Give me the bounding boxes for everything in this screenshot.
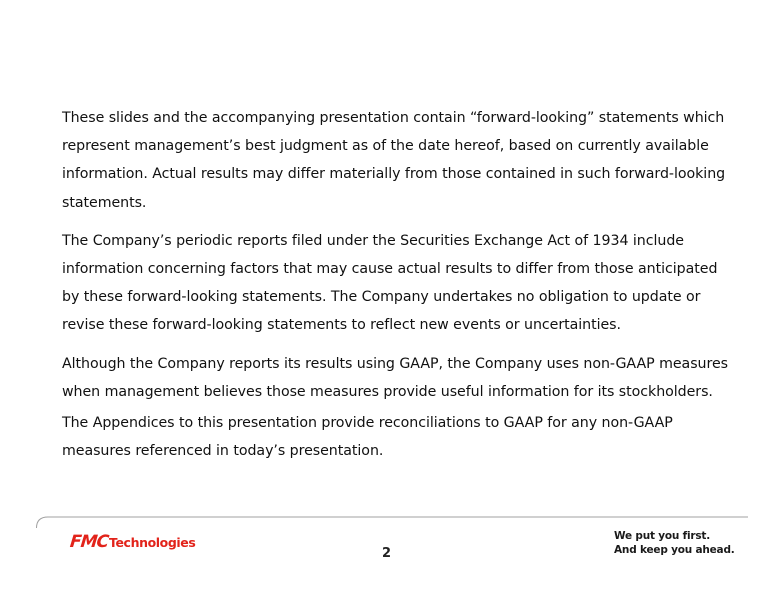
- text-line: The Company’s periodic reports filed under the Securities Exchange Act of 1934 include: [62, 232, 684, 249]
- text-line: These slides and the accompanying presentation contain “forward-looking” statements which: [62, 110, 725, 126]
- paragraph-periodic-reports: [62, 227, 752, 340]
- paragraph-appendices: [62, 409, 752, 465]
- text-line: revise these forward-looking statements to reflect new events or uncertainties.: [62, 317, 621, 334]
- text-line: information. Actual results may differ materially from those contained in such forward-looking: [62, 166, 726, 183]
- text-line: measures referenced in today’s presentation.: [62, 443, 384, 460]
- tagline: [614, 529, 735, 557]
- tagline-line: We put you first.: [614, 530, 711, 542]
- text-line: by these forward-looking statements. The Company undertakes no obligation to update or: [62, 289, 701, 306]
- tagline-line: And keep you ahead.: [614, 544, 735, 556]
- paragraph-non-gaap: [62, 350, 752, 406]
- paragraph-spacer: [62, 340, 752, 350]
- text-line: information concerning factors that may cause actual results to differ from those anticipated: [62, 261, 718, 278]
- paragraph-spacer: [62, 217, 752, 227]
- text-line: represent management’s best judgment as of the date hereof, based on currently available: [62, 138, 709, 155]
- paragraph-forward-looking: [62, 104, 752, 217]
- logo-wordmark: Technologies: [109, 535, 196, 550]
- text-line: statements.: [62, 194, 147, 211]
- disclaimer-body: [62, 104, 752, 465]
- page-number: 2: [382, 546, 392, 561]
- text-line: when management believes those measures provide useful information for its stockholders.: [62, 383, 713, 400]
- text-line: The Appendices to this presentation provide reconciliations to GAAP for any non-GAAP: [62, 415, 673, 432]
- text-line: Although the Company reports its results using GAAP, the Company uses non-GAAP measures: [62, 355, 728, 372]
- fmc-technologies-logo: [70, 532, 195, 552]
- logo-brand-mark: FMC: [68, 532, 110, 552]
